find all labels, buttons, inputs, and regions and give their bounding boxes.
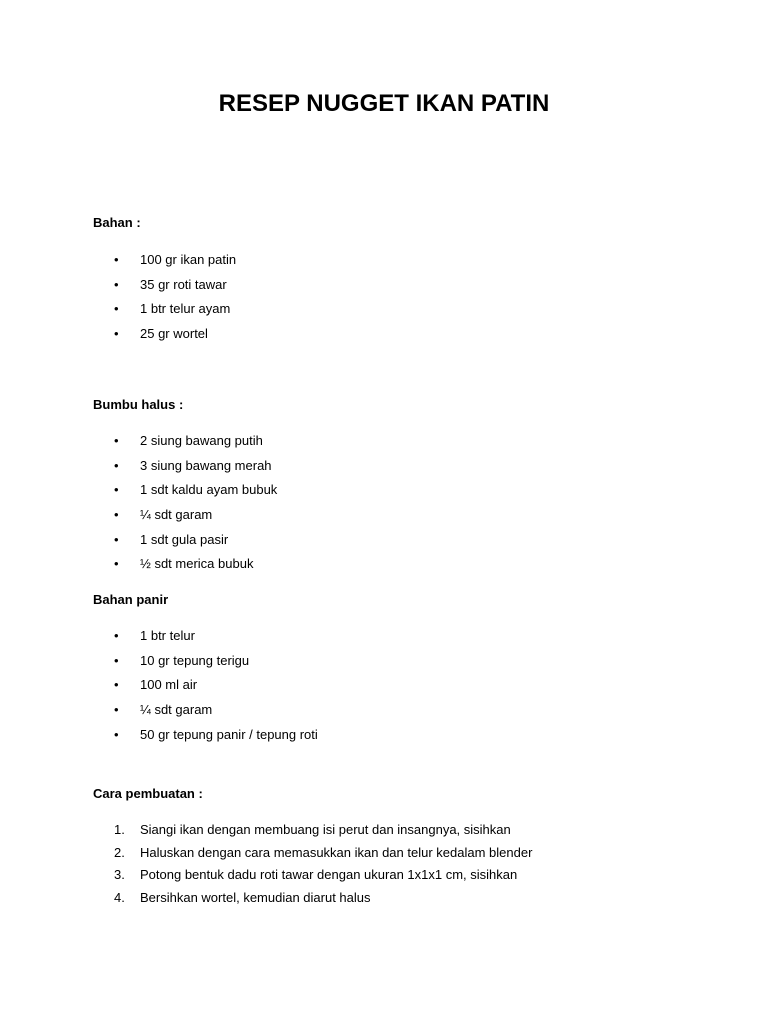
- ingredient-text: 1 sdt gula pasir: [140, 531, 229, 547]
- bullet-icon: •: [114, 628, 119, 643]
- ingredient-text: 25 gr wortel: [140, 326, 208, 342]
- step-number: 4.: [114, 890, 125, 906]
- bullet-icon: •: [114, 531, 119, 547]
- ingredient-text: 100 ml air: [140, 677, 198, 693]
- bullet-icon: •: [114, 677, 119, 693]
- section-heading-panir: Bahan panir: [93, 592, 169, 607]
- ingredient-text: 1 btr telur: [140, 628, 195, 643]
- bullet-icon: •: [114, 702, 119, 718]
- ingredient-text: ¼ sdt garam: [140, 702, 213, 718]
- ingredient-text: 1 sdt kaldu ayam bubuk: [140, 482, 278, 498]
- ingredient-text: 1 btr telur ayam: [140, 301, 231, 317]
- ingredient-text: 2 siung bawang putih: [140, 433, 263, 448]
- ingredient-text: 35 gr roti tawar: [140, 276, 227, 292]
- step-number: 2.: [114, 844, 125, 860]
- step-number: 3.: [114, 867, 125, 883]
- bullet-icon: •: [114, 301, 119, 317]
- bullet-icon: •: [114, 276, 119, 292]
- ingredient-text: 50 gr tepung panir / tepung roti: [140, 726, 318, 742]
- section-heading-bumbu: Bumbu halus :: [93, 397, 184, 412]
- ingredient-text: ¼ sdt garam: [140, 507, 213, 523]
- bullet-icon: •: [114, 556, 119, 572]
- section-heading-cara: Cara pembuatan :: [93, 786, 203, 801]
- step-text: Siangi ikan dengan membuang isi perut dan insangnya, sisihkan: [140, 822, 511, 837]
- step-text: Potong bentuk dadu roti tawar dengan ukuran 1x1x1 cm, sisihkan: [140, 867, 518, 883]
- ingredient-text: ½ sdt merica bubuk: [140, 556, 254, 572]
- bullet-icon: •: [114, 652, 119, 668]
- step-text: Haluskan dengan cara memasukkan ikan dan telur kedalam blender: [140, 844, 533, 860]
- page-title: RESEP NUGGET IKAN PATIN: [218, 90, 550, 117]
- bullet-icon: •: [114, 726, 119, 742]
- bullet-icon: •: [114, 433, 119, 448]
- step-number: 1.: [114, 822, 125, 837]
- step-text: Bersihkan wortel, kemudian diarut halus: [140, 890, 371, 906]
- section-heading-bahan: Bahan :: [93, 215, 141, 230]
- ingredient-text: 10 gr tepung terigu: [140, 652, 250, 668]
- bullet-icon: •: [114, 482, 119, 498]
- bullet-icon: •: [114, 457, 119, 473]
- ingredient-text: 100 gr ikan patin: [140, 252, 237, 267]
- bullet-icon: •: [114, 252, 119, 267]
- bullet-icon: •: [114, 507, 119, 523]
- bullet-icon: •: [114, 326, 119, 342]
- ingredient-text: 3 siung bawang merah: [140, 457, 272, 473]
